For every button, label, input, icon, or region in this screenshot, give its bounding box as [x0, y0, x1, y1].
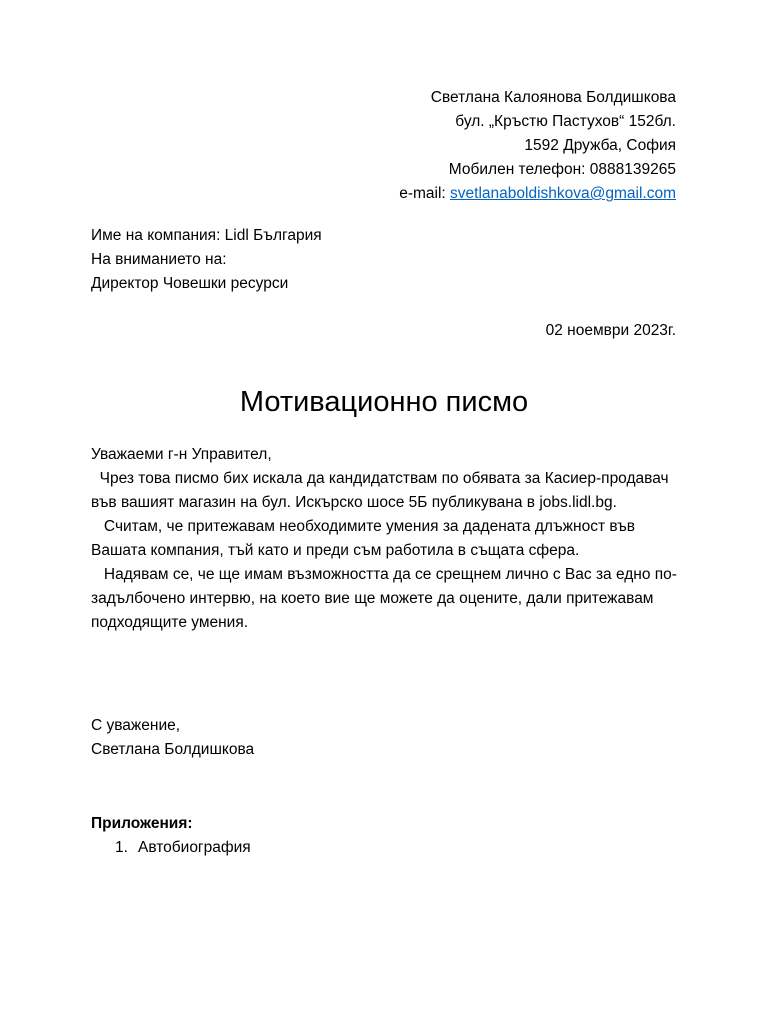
- closing-block: [91, 714, 254, 762]
- email-label: e-mail:: [399, 185, 451, 202]
- sender-city: 1592 Дружба, София: [524, 137, 676, 154]
- sender-phone: Мобилен телефон: 0888139265: [448, 161, 676, 178]
- letter-body: [91, 443, 681, 635]
- email-link[interactable]: svetlanaboldishkova@gmail.com: [450, 185, 676, 202]
- attachment-number: 1.: [115, 839, 128, 856]
- attachment-item: [91, 836, 251, 860]
- sender-name: Светлана Калоянова Болдишкова: [430, 89, 676, 106]
- letter-title: Мотивационно писмо: [239, 386, 529, 418]
- attachments-block: [91, 812, 251, 860]
- sender-email-line: [399, 182, 676, 206]
- recipient-company: Име на компания: Lidl България: [91, 227, 322, 244]
- recipient-position: Директор Човешки ресурси: [91, 275, 289, 292]
- attachment-label: Автобиография: [138, 839, 251, 856]
- attachments-heading: Приложения:: [91, 815, 193, 832]
- closing-salutation: С уважение,: [91, 717, 181, 734]
- recipient-attention: На вниманието на:: [91, 251, 227, 268]
- signature-name: Светлана Болдишкова: [91, 741, 255, 758]
- sender-address-block: [399, 86, 676, 206]
- greeting: Уважаеми г-н Управител,: [91, 446, 272, 463]
- body-paragraph: Чрез това писмо бих искала да кандидатствам по обявата за Касиер-продавач във вашият магазин на бул. Искърско шосе 5Б публикувана в jobs.lidl.bg.: [91, 470, 673, 511]
- sender-street: бул. „Кръстю Пастухов“ 152бл.: [455, 113, 676, 130]
- recipient-block: [91, 224, 322, 296]
- letter-date: 02 ноември 2023г.: [545, 322, 676, 339]
- body-paragraph: Надявам се, че ще имам възможността да се срещнем лично с Вас за едно по-задълбочено интервю, на което вие ще можете да оцените, дали притежавам подходящите умения.: [91, 566, 677, 631]
- attachments-list: [91, 836, 251, 860]
- body-paragraph: Считам, че притежавам необходимите умения за дадената длъжност във Вашата компания, тъй като и преди съм работила в същата сфера.: [91, 518, 640, 559]
